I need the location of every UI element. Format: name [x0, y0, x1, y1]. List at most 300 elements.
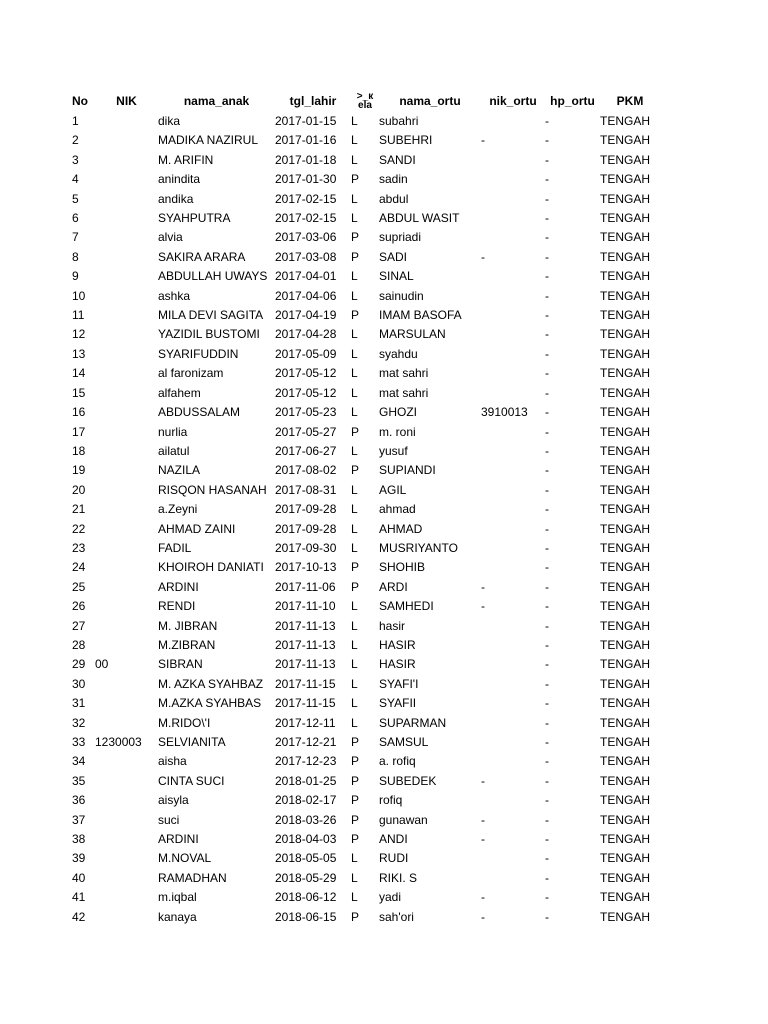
cell-nama-ortu: SHOHIB — [379, 560, 426, 575]
cell-nama-ortu: ARDI — [379, 579, 408, 594]
cell-pkm: TENGAH — [600, 424, 651, 439]
cell-nama-anak: MILA DEVI SAGITA — [158, 308, 264, 323]
cell-jenis-kelamin: L — [351, 676, 358, 691]
cell-no: 22 — [72, 521, 86, 536]
cell-hp-ortu: - — [545, 133, 549, 148]
cell-nik-ortu — [481, 170, 545, 189]
cell-hp-ortu: - — [545, 114, 549, 128]
col-header-nama-ortu: nama_ortu — [399, 94, 461, 108]
cell-nama-ortu: yusuf — [379, 443, 408, 458]
cell-nama-anak: KHOIROH DANIATI — [158, 560, 264, 575]
cell-tgl-lahir: 2017-12-23 — [275, 754, 337, 769]
cell-nik-ortu — [481, 228, 545, 247]
cell-tgl-lahir: 2017-03-06 — [275, 230, 337, 245]
cell-no: 7 — [72, 230, 79, 245]
cell-no: 41 — [72, 890, 86, 905]
cell-nama-ortu: RUDI — [379, 851, 409, 866]
cell-tgl-lahir: 2017-11-13 — [275, 618, 336, 633]
cell-no: 5 — [72, 191, 79, 206]
cell-nama-anak: M.AZKA SYAHBAS — [158, 696, 262, 711]
cell-hp-ortu: - — [545, 909, 549, 924]
cell-pkm: TENGAH — [600, 385, 651, 400]
cell-tgl-lahir: 2018-01-25 — [275, 773, 337, 788]
cell-nama-ortu: GHOZI — [379, 405, 417, 420]
table-row — [68, 384, 660, 403]
cell-nama-anak: ABDULLAH UWAYS — [158, 269, 268, 284]
cell-nik-ortu — [481, 675, 545, 694]
cell-hp-ortu: - — [545, 735, 549, 749]
cell-tgl-lahir: 2017-12-11 — [275, 715, 336, 730]
cell-no: 39 — [72, 851, 86, 866]
cell-nik-ortu — [481, 636, 545, 655]
cell-nama-ortu: gunawan — [379, 812, 428, 827]
cell-nik — [95, 325, 158, 344]
cell-jenis-kelamin: L — [351, 540, 358, 555]
cell-no: 29 — [72, 657, 86, 672]
cell-hp-ortu: - — [545, 618, 549, 633]
data-sheet — [68, 90, 660, 927]
cell-jenis-kelamin: P — [351, 560, 360, 575]
cell-nik-ortu — [481, 423, 545, 442]
cell-tgl-lahir: 2017-01-30 — [275, 172, 337, 187]
table-row — [68, 345, 660, 364]
cell-pkm: TENGAH — [600, 482, 651, 497]
cell-nama-ortu: mat sahri — [379, 385, 429, 400]
cell-pkm: TENGAH — [600, 308, 651, 323]
cell-tgl-lahir: 2018-02-17 — [275, 793, 337, 808]
cell-nama-anak: CINTA SUCI — [158, 773, 225, 788]
cell-nama-ortu: sainudin — [379, 288, 424, 303]
cell-hp-ortu: - — [545, 191, 549, 206]
cell-tgl-lahir: 2017-01-18 — [275, 152, 337, 167]
cell-no: 32 — [72, 715, 86, 730]
cell-nama-anak: SIBRAN — [158, 657, 203, 672]
cell-hp-ortu: - — [545, 327, 549, 342]
cell-hp-ortu: - — [545, 152, 549, 167]
cell-nik-ortu — [481, 481, 545, 500]
cell-nik — [95, 830, 158, 849]
table-row — [68, 209, 660, 228]
cell-nik — [95, 442, 158, 461]
table-row — [68, 675, 660, 694]
cell-nama-anak: al faronizam — [158, 366, 224, 381]
cell-hp-ortu: - — [545, 366, 549, 381]
cell-nama-ortu: yadi — [379, 890, 402, 905]
cell-nik-ortu: - — [481, 812, 485, 827]
cell-nik — [95, 112, 158, 131]
cell-nik-ortu — [481, 558, 545, 577]
cell-nik — [95, 617, 158, 636]
cell-hp-ortu: - — [545, 793, 549, 808]
cell-nik-ortu: - — [481, 133, 485, 148]
cell-nik-ortu: - — [481, 249, 485, 264]
cell-nik-ortu — [481, 209, 545, 228]
table-row — [68, 908, 660, 927]
cell-pkm: TENGAH — [600, 366, 651, 381]
cell-pkm: TENGAH — [600, 191, 651, 206]
cell-nama-ortu: SUPARMAN — [379, 715, 447, 730]
cell-nik — [95, 131, 158, 150]
cell-nik — [95, 306, 158, 325]
cell-nama-ortu: hasir — [379, 618, 406, 633]
table-body — [68, 112, 660, 927]
cell-pkm: TENGAH — [600, 715, 651, 730]
cell-nama-anak: anindita — [158, 172, 201, 187]
cell-nama-ortu: SANDI — [379, 152, 416, 167]
cell-no: 23 — [72, 540, 86, 555]
cell-pkm: TENGAH — [600, 909, 651, 924]
table-row — [68, 325, 660, 344]
cell-jenis-kelamin: P — [351, 773, 360, 788]
table-row — [68, 791, 660, 810]
cell-hp-ortu: - — [545, 211, 549, 226]
table-row — [68, 364, 660, 383]
cell-nama-anak: aisyla — [158, 793, 189, 808]
cell-no: 15 — [72, 385, 86, 400]
cell-tgl-lahir: 2017-03-08 — [275, 249, 337, 264]
cell-nama-anak: M.ZIBRAN — [158, 637, 216, 652]
cell-hp-ortu: - — [545, 463, 549, 478]
cell-hp-ortu: - — [545, 870, 549, 885]
cell-no: 40 — [72, 870, 86, 885]
cell-hp-ortu: - — [545, 599, 549, 614]
cell-nama-ortu: rofiq — [379, 793, 403, 808]
cell-nik-ortu — [481, 791, 545, 810]
cell-nik — [95, 151, 158, 170]
cell-tgl-lahir: 2017-05-23 — [275, 405, 337, 420]
cell-nama-ortu: HASIR — [379, 637, 416, 652]
header-row — [68, 90, 660, 112]
cell-nama-anak: SAKIRA ARARA — [158, 249, 246, 264]
cell-hp-ortu: - — [545, 385, 549, 400]
cell-no: 9 — [72, 269, 79, 284]
cell-nama-ortu: subahri — [379, 114, 419, 128]
cell-nik-ortu — [481, 869, 545, 888]
cell-nik — [95, 190, 158, 209]
cell-pkm: TENGAH — [600, 618, 651, 633]
cell-jenis-kelamin: P — [351, 424, 360, 439]
cell-nama-ortu: ANDI — [379, 832, 408, 847]
cell-nik-ortu — [481, 694, 545, 713]
col-header-pkm: PKM — [616, 94, 644, 108]
cell-nama-anak: NAZILA — [158, 463, 201, 478]
children-table — [68, 90, 660, 927]
cell-nik — [95, 287, 158, 306]
cell-hp-ortu: - — [545, 230, 549, 245]
cell-nama-anak: nurlia — [158, 424, 188, 439]
cell-nik-ortu — [481, 364, 545, 383]
cell-pkm: TENGAH — [600, 812, 651, 827]
cell-no: 37 — [72, 812, 86, 827]
cell-nik — [95, 636, 158, 655]
cell-nama-ortu: IMAM BASOFA — [379, 308, 462, 323]
cell-no: 33 — [72, 735, 86, 749]
cell-nik-ortu — [481, 345, 545, 364]
cell-nik — [95, 345, 158, 364]
cell-no: 24 — [72, 560, 86, 575]
cell-no: 20 — [72, 482, 86, 497]
cell-jenis-kelamin: P — [351, 308, 360, 323]
cell-nama-ortu: SUBEHRI — [379, 133, 433, 148]
cell-jenis-kelamin: L — [351, 152, 358, 167]
cell-jenis-kelamin: L — [351, 366, 358, 381]
cell-pkm: TENGAH — [600, 114, 651, 128]
cell-nama-anak: YAZIDIL BUSTOMI — [158, 327, 260, 342]
cell-no: 3 — [72, 152, 79, 167]
cell-tgl-lahir: 2017-05-12 — [275, 366, 337, 381]
cell-hp-ortu: - — [545, 715, 549, 730]
table-row — [68, 520, 660, 539]
cell-nik: 00 — [95, 657, 109, 672]
cell-jenis-kelamin: P — [351, 579, 360, 594]
table-row — [68, 714, 660, 733]
cell-nama-ortu: MARSULAN — [379, 327, 446, 342]
cell-hp-ortu: - — [545, 249, 549, 264]
cell-pkm: TENGAH — [600, 560, 651, 575]
cell-nik-ortu — [481, 190, 545, 209]
cell-pkm: TENGAH — [600, 773, 651, 788]
table-row — [68, 811, 660, 830]
cell-jenis-kelamin: P — [351, 172, 360, 187]
cell-tgl-lahir: 2017-04-06 — [275, 288, 337, 303]
col-header-jenis-kelamin: >_к ela — [356, 91, 374, 111]
cell-nama-ortu: syahdu — [379, 346, 418, 361]
cell-nama-ortu: AGIL — [379, 482, 407, 497]
cell-no: 16 — [72, 405, 86, 420]
cell-jenis-kelamin: L — [351, 851, 358, 866]
cell-nik — [95, 539, 158, 558]
cell-tgl-lahir: 2017-11-13 — [275, 637, 336, 652]
table-row — [68, 481, 660, 500]
table-row — [68, 500, 660, 519]
table-row — [68, 170, 660, 189]
cell-jenis-kelamin: P — [351, 735, 360, 749]
cell-hp-ortu: - — [545, 754, 549, 769]
cell-pkm: TENGAH — [600, 657, 651, 672]
cell-hp-ortu: - — [545, 405, 549, 420]
cell-nama-anak: M. AZKA SYAHBAZ — [158, 676, 264, 691]
cell-jenis-kelamin: P — [351, 249, 360, 264]
col-header-nama-anak: nama_anak — [183, 94, 250, 108]
cell-tgl-lahir: 2017-08-02 — [275, 463, 337, 478]
cell-hp-ortu: - — [545, 560, 549, 575]
cell-pkm: TENGAH — [600, 870, 651, 885]
cell-nik — [95, 481, 158, 500]
cell-jenis-kelamin: L — [351, 133, 358, 148]
cell-no: 4 — [72, 172, 79, 187]
table-row — [68, 558, 660, 577]
cell-nik-ortu — [481, 384, 545, 403]
cell-tgl-lahir: 2018-06-12 — [275, 890, 337, 905]
table-row — [68, 617, 660, 636]
cell-nik-ortu — [481, 617, 545, 636]
cell-pkm: TENGAH — [600, 249, 651, 264]
cell-pkm: TENGAH — [600, 579, 651, 594]
cell-jenis-kelamin: L — [351, 191, 358, 206]
cell-nik-ortu: - — [481, 890, 485, 905]
cell-tgl-lahir: 2018-06-15 — [275, 909, 337, 924]
cell-nama-anak: M. JIBRAN — [158, 618, 218, 633]
cell-jenis-kelamin: P — [351, 909, 360, 924]
table-row — [68, 151, 660, 170]
cell-nik-ortu: - — [481, 832, 485, 847]
cell-no: 18 — [72, 443, 86, 458]
cell-nik-ortu: - — [481, 579, 485, 594]
cell-tgl-lahir: 2017-04-28 — [275, 327, 337, 342]
cell-tgl-lahir: 2017-11-13 — [275, 657, 336, 672]
cell-nama-ortu: sadin — [379, 172, 408, 187]
cell-hp-ortu: - — [545, 346, 549, 361]
cell-pkm: TENGAH — [600, 211, 651, 226]
cell-no: 25 — [72, 579, 86, 594]
cell-nama-ortu: supriadi — [379, 230, 422, 245]
cell-pkm: TENGAH — [600, 327, 651, 342]
table-row — [68, 694, 660, 713]
cell-jenis-kelamin: L — [351, 385, 358, 400]
cell-nama-anak: SYARIFUDDIN — [158, 346, 239, 361]
cell-tgl-lahir: 2018-05-05 — [275, 851, 337, 866]
cell-nik — [95, 888, 158, 907]
table-row — [68, 830, 660, 849]
cell-no: 13 — [72, 346, 86, 361]
cell-nik-ortu — [481, 267, 545, 286]
cell-nama-anak: M.RIDO\'I — [158, 715, 211, 730]
cell-nik-ortu — [481, 655, 545, 674]
cell-nik — [95, 908, 158, 927]
cell-nama-ortu: m. roni — [379, 424, 416, 439]
col-header-tgl-lahir: tgl_lahir — [289, 94, 337, 108]
cell-nik-ortu — [481, 500, 545, 519]
cell-tgl-lahir: 2017-05-12 — [275, 385, 337, 400]
table-row — [68, 636, 660, 655]
cell-hp-ortu: - — [545, 890, 549, 905]
cell-nama-ortu: AHMAD — [379, 521, 423, 536]
table-row — [68, 733, 660, 752]
cell-pkm: TENGAH — [600, 463, 651, 478]
cell-hp-ortu: - — [545, 851, 549, 866]
cell-jenis-kelamin: P — [351, 793, 360, 808]
table-row — [68, 267, 660, 286]
cell-tgl-lahir: 2017-11-10 — [275, 599, 336, 614]
table-row — [68, 190, 660, 209]
cell-pkm: TENGAH — [600, 521, 651, 536]
cell-hp-ortu: - — [545, 657, 549, 672]
cell-no: 8 — [72, 249, 79, 264]
cell-jenis-kelamin: P — [351, 754, 360, 769]
cell-nik — [95, 714, 158, 733]
cell-nik — [95, 209, 158, 228]
table-row — [68, 287, 660, 306]
cell-pkm: TENGAH — [600, 696, 651, 711]
cell-jenis-kelamin: L — [351, 715, 358, 730]
cell-pkm: TENGAH — [600, 152, 651, 167]
cell-nama-anak: a.Zeyni — [158, 502, 198, 517]
cell-tgl-lahir: 2017-05-09 — [275, 346, 337, 361]
cell-nama-ortu: SINAL — [379, 269, 414, 284]
cell-pkm: TENGAH — [600, 832, 651, 847]
cell-tgl-lahir: 2017-08-31 — [275, 482, 337, 497]
cell-hp-ortu: - — [545, 579, 549, 594]
cell-tgl-lahir: 2017-02-15 — [275, 211, 337, 226]
cell-nik — [95, 578, 158, 597]
cell-jenis-kelamin: L — [351, 502, 358, 517]
table-row — [68, 772, 660, 791]
cell-hp-ortu: - — [545, 832, 549, 847]
cell-tgl-lahir: 2017-09-28 — [275, 502, 337, 517]
cell-pkm: TENGAH — [600, 269, 651, 284]
cell-nik-ortu: - — [481, 909, 485, 924]
cell-tgl-lahir: 2017-05-27 — [275, 424, 337, 439]
cell-no: 35 — [72, 773, 86, 788]
cell-nama-ortu: ahmad — [379, 502, 416, 517]
cell-no: 30 — [72, 676, 86, 691]
cell-nama-anak: m.iqbal — [158, 890, 197, 905]
cell-nik-ortu — [481, 306, 545, 325]
cell-nama-ortu: SUPIANDI — [379, 463, 436, 478]
cell-nik — [95, 403, 158, 422]
cell-pkm: TENGAH — [600, 405, 651, 420]
table-row — [68, 869, 660, 888]
cell-jenis-kelamin: L — [351, 114, 358, 128]
table-row — [68, 112, 660, 131]
cell-nama-ortu: SYAFI'I — [379, 676, 419, 691]
cell-tgl-lahir: 2017-01-16 — [275, 133, 337, 148]
cell-nik — [95, 228, 158, 247]
table-row — [68, 248, 660, 267]
cell-hp-ortu: - — [545, 676, 549, 691]
cell-pkm: TENGAH — [600, 754, 651, 769]
cell-nik — [95, 384, 158, 403]
cell-nama-anak: MADIKA NAZIRUL — [158, 133, 259, 148]
cell-nama-ortu: sah'ori — [379, 909, 414, 924]
cell-jenis-kelamin: L — [351, 696, 358, 711]
cell-hp-ortu: - — [545, 521, 549, 536]
cell-jenis-kelamin: L — [351, 637, 358, 652]
cell-nik — [95, 500, 158, 519]
cell-nik-ortu: - — [481, 599, 485, 614]
cell-jenis-kelamin: L — [351, 870, 358, 885]
cell-hp-ortu: - — [545, 424, 549, 439]
cell-tgl-lahir: 2017-06-27 — [275, 443, 337, 458]
col-header-hp-ortu: hp_ortu — [550, 94, 595, 108]
col-header-no: No — [72, 94, 88, 108]
cell-hp-ortu: - — [545, 540, 549, 555]
cell-hp-ortu: - — [545, 269, 549, 284]
cell-nik — [95, 364, 158, 383]
cell-tgl-lahir: 2017-02-15 — [275, 191, 337, 206]
cell-tgl-lahir: 2017-04-01 — [275, 269, 337, 284]
cell-jenis-kelamin: P — [351, 832, 360, 847]
cell-no: 28 — [72, 637, 86, 652]
cell-jenis-kelamin: P — [351, 463, 360, 478]
cell-nik-ortu — [481, 151, 545, 170]
cell-jenis-kelamin: L — [351, 211, 358, 226]
cell-no: 2 — [72, 133, 79, 148]
cell-nik — [95, 869, 158, 888]
cell-jenis-kelamin: L — [351, 405, 358, 420]
col-header-nik-ortu: nik_ortu — [489, 94, 537, 108]
table-row — [68, 403, 660, 422]
cell-nik-ortu — [481, 539, 545, 558]
col-header-nik: NIK — [116, 94, 137, 108]
cell-tgl-lahir: 2017-01-15 — [275, 114, 337, 128]
cell-pkm: TENGAH — [600, 172, 651, 187]
cell-no: 17 — [72, 424, 86, 439]
table-row — [68, 461, 660, 480]
cell-pkm: TENGAH — [600, 443, 651, 458]
cell-tgl-lahir: 2017-11-06 — [275, 579, 336, 594]
cell-nik — [95, 791, 158, 810]
